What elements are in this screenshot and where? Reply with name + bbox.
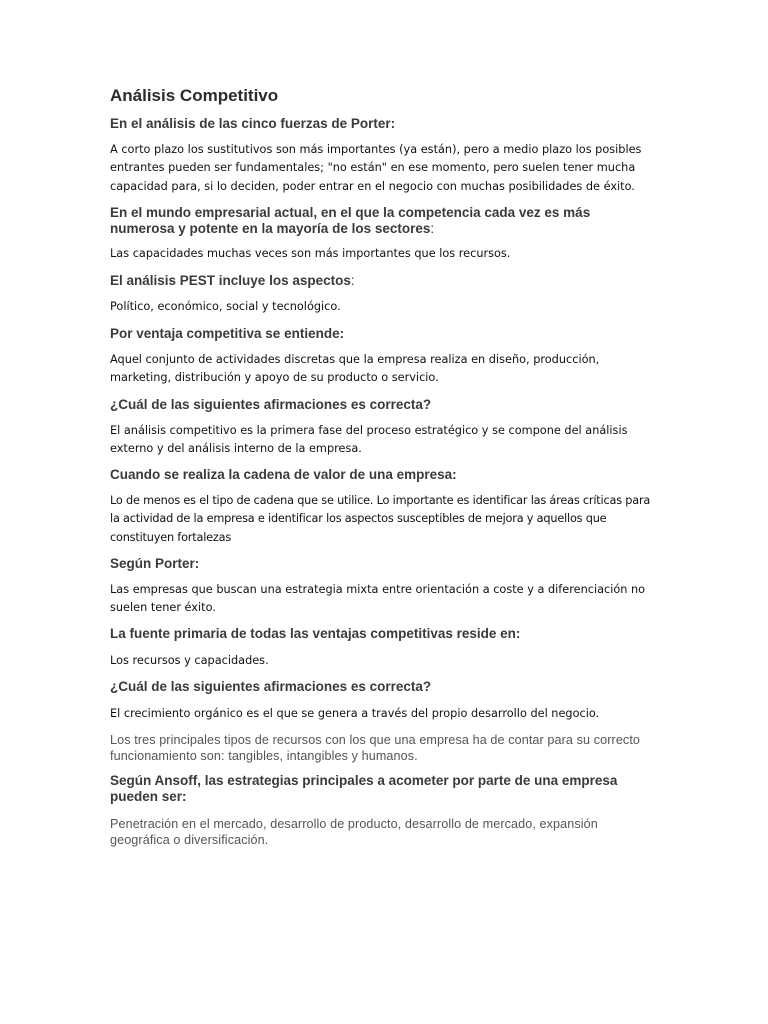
answer-text: Los recursos y capacidades. (110, 654, 269, 667)
question-heading: Por ventaja competitiva se entiende: (110, 326, 345, 341)
question-heading: Cuando se realiza la cadena de valor de una empresa: (110, 467, 457, 482)
answer-text: El crecimiento orgánico es el que se genera a través del propio desarrollo del negocio. (110, 707, 600, 720)
question-heading: ¿Cuál de las siguientes afirmaciones es correcta? (110, 397, 432, 412)
ansoff-answer: Penetración en el mercado, desarrollo de producto, desarrollo de mercado, expansión geográfica o diversificación. (110, 817, 598, 847)
page-title: Análisis Competitivo (110, 86, 279, 105)
question-heading: En el mundo empresarial actual, en el que la competencia cada vez es más numerosa y potente en la mayoría de los sectores: (110, 205, 591, 236)
answer-text: Político, económico, social y tecnológico. (110, 300, 341, 313)
answer-text: Lo de menos es el tipo de cadena que se utilice. Lo importante es identificar las áreas críticas para la actividad de la empresa e identificar los aspectos susceptibles de mejora y aquellos que constituyen fortalezas (110, 494, 651, 544)
question-heading: La fuente primaria de todas las ventajas competitivas reside en: (110, 626, 521, 641)
question-heading: El análisis PEST incluye los aspectos: (110, 273, 355, 288)
question-heading: Según Porter: (110, 556, 200, 571)
answer-text: Las empresas que buscan una estrategia mixta entre orientación a coste y a diferenciación no suelen tener éxito. (110, 583, 646, 615)
document-page (110, 0, 670, 1024)
answer-text: A corto plazo los sustitutivos son más importantes (ya están), pero a medio plazo los posibles entrantes pueden ser fundamentales; "no están" en ese momento, pero suelen tener mucha capacidad para, si lo deciden, poder entrar en el negocio con muchas posibilidades de éxito. (110, 143, 642, 193)
answer-text: Aquel conjunto de actividades discretas que la empresa realiza en diseño, producción, marketing, distribución y apoyo de su producto o servicio. (110, 353, 600, 385)
question-heading: ¿Cuál de las siguientes afirmaciones es correcta? (110, 679, 432, 694)
question-heading: En el análisis de las cinco fuerzas de Porter: (110, 116, 396, 131)
question-heading: Según Ansoff, las estrategias principales a acometer por parte de una empresa pueden ser: (110, 773, 618, 804)
answer-text: El análisis competitivo es la primera fase del proceso estratégico y se compone del análisis externo y del análisis interno de la empresa. (110, 424, 628, 456)
answer-text: Las capacidades muchas veces son más importantes que los recursos. (110, 247, 511, 260)
resources-paragraph: Los tres principales tipos de recursos con los que una empresa ha de contar para su correcto funcionamiento son: tangibles, intangibles y humanos. (110, 733, 641, 763)
